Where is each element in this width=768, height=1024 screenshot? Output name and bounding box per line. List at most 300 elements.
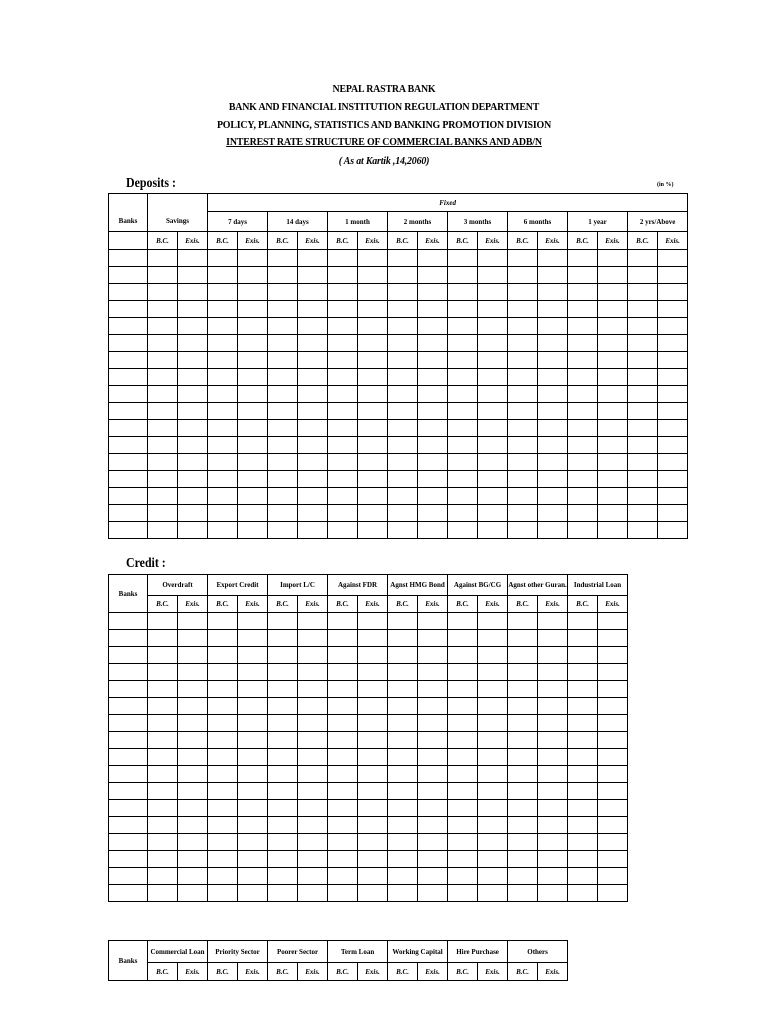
deposits-cell[interactable] [178,437,208,454]
deposits-cell[interactable] [538,488,568,505]
credit-cell[interactable] [268,749,298,766]
deposits-cell[interactable] [448,369,478,386]
deposits-cell[interactable] [328,488,358,505]
deposits-cell[interactable] [268,522,298,539]
credit-cell[interactable] [109,613,148,630]
credit-cell[interactable] [568,749,598,766]
credit-cell[interactable] [538,817,568,834]
credit-cell[interactable] [388,613,418,630]
deposits-cell[interactable] [508,437,538,454]
credit-cell[interactable] [268,647,298,664]
deposits-cell[interactable] [148,335,178,352]
deposits-cell[interactable] [478,403,508,420]
deposits-cell[interactable] [568,437,598,454]
deposits-cell[interactable] [538,522,568,539]
deposits-cell[interactable] [658,267,688,284]
credit-cell[interactable] [508,715,538,732]
deposits-cell[interactable] [178,386,208,403]
credit-cell[interactable] [328,681,358,698]
deposits-cell[interactable] [628,522,658,539]
deposits-cell[interactable] [268,267,298,284]
deposits-cell[interactable] [658,335,688,352]
deposits-cell[interactable] [238,437,268,454]
deposits-cell[interactable] [448,420,478,437]
deposits-cell[interactable] [148,403,178,420]
credit-cell[interactable] [238,613,268,630]
deposits-cell[interactable] [568,403,598,420]
credit-cell[interactable] [148,834,178,851]
deposits-cell[interactable] [508,488,538,505]
deposits-cell[interactable] [388,437,418,454]
credit-cell[interactable] [208,834,238,851]
credit-cell[interactable] [208,647,238,664]
deposits-cell[interactable] [598,352,628,369]
deposits-cell[interactable] [418,403,448,420]
credit-cell[interactable] [358,800,388,817]
deposits-cell[interactable] [109,352,148,369]
credit-cell[interactable] [448,783,478,800]
credit-cell[interactable] [109,647,148,664]
deposits-cell[interactable] [328,386,358,403]
credit-cell[interactable] [148,868,178,885]
credit-cell[interactable] [388,851,418,868]
deposits-cell[interactable] [178,335,208,352]
deposits-cell[interactable] [148,301,178,318]
credit-cell[interactable] [109,800,148,817]
deposits-cell[interactable] [598,335,628,352]
credit-cell[interactable] [208,766,238,783]
credit-cell[interactable] [178,817,208,834]
credit-cell[interactable] [448,885,478,902]
deposits-cell[interactable] [658,318,688,335]
deposits-cell[interactable] [178,522,208,539]
deposits-cell[interactable] [208,420,238,437]
credit-cell[interactable] [418,749,448,766]
credit-cell[interactable] [268,681,298,698]
deposits-cell[interactable] [208,250,238,267]
deposits-cell[interactable] [208,471,238,488]
deposits-cell[interactable] [109,335,148,352]
deposits-cell[interactable] [598,403,628,420]
credit-cell[interactable] [328,647,358,664]
credit-cell[interactable] [268,732,298,749]
credit-cell[interactable] [298,783,328,800]
deposits-cell[interactable] [268,437,298,454]
deposits-cell[interactable] [448,335,478,352]
deposits-cell[interactable] [568,420,598,437]
credit-cell[interactable] [538,885,568,902]
deposits-cell[interactable] [568,284,598,301]
credit-cell[interactable] [148,732,178,749]
credit-cell[interactable] [538,630,568,647]
credit-cell[interactable] [358,817,388,834]
deposits-cell[interactable] [148,318,178,335]
credit-cell[interactable] [178,885,208,902]
deposits-cell[interactable] [658,386,688,403]
deposits-cell[interactable] [448,386,478,403]
credit-cell[interactable] [448,749,478,766]
credit-cell[interactable] [418,800,448,817]
deposits-cell[interactable] [148,522,178,539]
deposits-cell[interactable] [358,352,388,369]
deposits-cell[interactable] [238,403,268,420]
deposits-cell[interactable] [148,369,178,386]
deposits-cell[interactable] [208,522,238,539]
deposits-cell[interactable] [448,267,478,284]
credit-cell[interactable] [538,698,568,715]
deposits-cell[interactable] [418,267,448,284]
deposits-cell[interactable] [448,403,478,420]
credit-cell[interactable] [148,851,178,868]
credit-cell[interactable] [268,715,298,732]
credit-cell[interactable] [568,885,598,902]
deposits-cell[interactable] [268,318,298,335]
deposits-cell[interactable] [388,454,418,471]
deposits-cell[interactable] [628,250,658,267]
credit-cell[interactable] [238,834,268,851]
credit-cell[interactable] [478,851,508,868]
deposits-cell[interactable] [598,301,628,318]
credit-cell[interactable] [268,834,298,851]
deposits-cell[interactable] [418,284,448,301]
deposits-cell[interactable] [328,301,358,318]
deposits-cell[interactable] [658,352,688,369]
deposits-cell[interactable] [418,250,448,267]
deposits-cell[interactable] [358,403,388,420]
deposits-cell[interactable] [508,301,538,318]
credit-cell[interactable] [478,698,508,715]
deposits-cell[interactable] [208,386,238,403]
credit-cell[interactable] [448,681,478,698]
deposits-cell[interactable] [658,488,688,505]
deposits-cell[interactable] [478,318,508,335]
deposits-cell[interactable] [178,403,208,420]
credit-cell[interactable] [238,783,268,800]
credit-cell[interactable] [358,630,388,647]
credit-cell[interactable] [208,698,238,715]
credit-cell[interactable] [328,800,358,817]
deposits-cell[interactable] [418,352,448,369]
credit-cell[interactable] [208,613,238,630]
deposits-cell[interactable] [208,369,238,386]
deposits-cell[interactable] [538,369,568,386]
deposits-cell[interactable] [538,505,568,522]
credit-cell[interactable] [418,885,448,902]
credit-cell[interactable] [568,698,598,715]
credit-cell[interactable] [418,630,448,647]
credit-cell[interactable] [328,766,358,783]
credit-cell[interactable] [568,732,598,749]
deposits-cell[interactable] [478,454,508,471]
credit-cell[interactable] [208,817,238,834]
credit-cell[interactable] [328,834,358,851]
deposits-cell[interactable] [148,420,178,437]
credit-cell[interactable] [298,766,328,783]
deposits-cell[interactable] [268,471,298,488]
deposits-cell[interactable] [238,488,268,505]
credit-cell[interactable] [598,834,628,851]
credit-cell[interactable] [538,749,568,766]
credit-cell[interactable] [418,766,448,783]
deposits-cell[interactable] [208,505,238,522]
deposits-cell[interactable] [328,437,358,454]
credit-cell[interactable] [238,885,268,902]
credit-cell[interactable] [478,834,508,851]
credit-cell[interactable] [268,613,298,630]
credit-cell[interactable] [508,749,538,766]
credit-cell[interactable] [298,732,328,749]
deposits-cell[interactable] [298,369,328,386]
deposits-cell[interactable] [388,471,418,488]
credit-cell[interactable] [568,834,598,851]
deposits-cell[interactable] [358,301,388,318]
deposits-cell[interactable] [208,284,238,301]
credit-cell[interactable] [238,681,268,698]
credit-cell[interactable] [148,698,178,715]
deposits-cell[interactable] [538,301,568,318]
credit-cell[interactable] [178,715,208,732]
deposits-cell[interactable] [148,471,178,488]
deposits-cell[interactable] [148,437,178,454]
credit-cell[interactable] [568,766,598,783]
deposits-cell[interactable] [538,284,568,301]
credit-cell[interactable] [418,664,448,681]
deposits-cell[interactable] [268,386,298,403]
credit-cell[interactable] [598,851,628,868]
deposits-cell[interactable] [109,420,148,437]
credit-cell[interactable] [148,647,178,664]
credit-cell[interactable] [178,851,208,868]
deposits-cell[interactable] [598,318,628,335]
credit-cell[interactable] [598,715,628,732]
deposits-cell[interactable] [148,488,178,505]
deposits-cell[interactable] [448,301,478,318]
deposits-cell[interactable] [448,505,478,522]
credit-cell[interactable] [109,749,148,766]
deposits-cell[interactable] [478,250,508,267]
deposits-cell[interactable] [238,301,268,318]
credit-cell[interactable] [508,613,538,630]
credit-cell[interactable] [358,868,388,885]
deposits-cell[interactable] [268,284,298,301]
credit-cell[interactable] [508,800,538,817]
credit-cell[interactable] [208,664,238,681]
credit-cell[interactable] [538,647,568,664]
deposits-cell[interactable] [628,505,658,522]
deposits-cell[interactable] [628,301,658,318]
deposits-cell[interactable] [568,318,598,335]
deposits-cell[interactable] [628,488,658,505]
credit-cell[interactable] [298,817,328,834]
credit-cell[interactable] [388,885,418,902]
credit-cell[interactable] [298,715,328,732]
credit-cell[interactable] [109,664,148,681]
deposits-cell[interactable] [109,403,148,420]
deposits-cell[interactable] [109,505,148,522]
credit-cell[interactable] [148,885,178,902]
credit-cell[interactable] [358,613,388,630]
deposits-cell[interactable] [598,471,628,488]
deposits-cell[interactable] [598,437,628,454]
deposits-cell[interactable] [628,284,658,301]
credit-cell[interactable] [568,800,598,817]
credit-cell[interactable] [268,885,298,902]
credit-cell[interactable] [478,613,508,630]
credit-cell[interactable] [109,630,148,647]
credit-cell[interactable] [448,715,478,732]
deposits-cell[interactable] [568,505,598,522]
credit-cell[interactable] [328,715,358,732]
credit-cell[interactable] [109,868,148,885]
credit-cell[interactable] [538,613,568,630]
deposits-cell[interactable] [598,284,628,301]
credit-cell[interactable] [418,613,448,630]
deposits-cell[interactable] [268,488,298,505]
credit-cell[interactable] [568,868,598,885]
credit-cell[interactable] [328,613,358,630]
credit-cell[interactable] [109,715,148,732]
deposits-cell[interactable] [178,454,208,471]
deposits-cell[interactable] [538,437,568,454]
credit-cell[interactable] [178,766,208,783]
deposits-cell[interactable] [208,318,238,335]
deposits-cell[interactable] [598,454,628,471]
deposits-cell[interactable] [328,352,358,369]
deposits-cell[interactable] [388,318,418,335]
deposits-cell[interactable] [478,369,508,386]
credit-cell[interactable] [568,613,598,630]
deposits-cell[interactable] [268,403,298,420]
deposits-cell[interactable] [358,488,388,505]
deposits-cell[interactable] [298,301,328,318]
credit-cell[interactable] [478,783,508,800]
deposits-cell[interactable] [109,369,148,386]
deposits-cell[interactable] [478,284,508,301]
deposits-cell[interactable] [568,471,598,488]
deposits-cell[interactable] [568,386,598,403]
credit-cell[interactable] [148,715,178,732]
deposits-cell[interactable] [208,437,238,454]
credit-cell[interactable] [358,834,388,851]
credit-cell[interactable] [208,681,238,698]
credit-cell[interactable] [418,783,448,800]
deposits-cell[interactable] [238,369,268,386]
deposits-cell[interactable] [178,250,208,267]
credit-cell[interactable] [478,630,508,647]
credit-cell[interactable] [268,698,298,715]
credit-cell[interactable] [388,783,418,800]
deposits-cell[interactable] [478,505,508,522]
deposits-cell[interactable] [508,369,538,386]
credit-cell[interactable] [328,783,358,800]
credit-cell[interactable] [448,647,478,664]
credit-cell[interactable] [148,783,178,800]
deposits-cell[interactable] [658,284,688,301]
credit-cell[interactable] [448,800,478,817]
credit-cell[interactable] [208,715,238,732]
deposits-cell[interactable] [628,335,658,352]
credit-cell[interactable] [298,885,328,902]
deposits-cell[interactable] [208,301,238,318]
credit-cell[interactable] [358,715,388,732]
credit-cell[interactable] [178,647,208,664]
credit-cell[interactable] [109,834,148,851]
deposits-cell[interactable] [178,420,208,437]
credit-cell[interactable] [598,732,628,749]
deposits-cell[interactable] [388,301,418,318]
deposits-cell[interactable] [628,437,658,454]
credit-cell[interactable] [568,664,598,681]
credit-cell[interactable] [298,800,328,817]
deposits-cell[interactable] [628,471,658,488]
deposits-cell[interactable] [628,420,658,437]
credit-cell[interactable] [508,783,538,800]
credit-cell[interactable] [478,681,508,698]
credit-cell[interactable] [538,800,568,817]
deposits-cell[interactable] [268,420,298,437]
deposits-cell[interactable] [358,335,388,352]
credit-cell[interactable] [358,732,388,749]
credit-cell[interactable] [388,698,418,715]
deposits-cell[interactable] [268,335,298,352]
credit-cell[interactable] [178,698,208,715]
credit-cell[interactable] [328,630,358,647]
credit-cell[interactable] [538,851,568,868]
deposits-cell[interactable] [598,369,628,386]
credit-cell[interactable] [178,630,208,647]
credit-cell[interactable] [568,681,598,698]
credit-cell[interactable] [418,834,448,851]
deposits-cell[interactable] [328,471,358,488]
credit-cell[interactable] [598,681,628,698]
credit-cell[interactable] [598,800,628,817]
deposits-cell[interactable] [238,522,268,539]
credit-cell[interactable] [418,732,448,749]
deposits-cell[interactable] [568,454,598,471]
credit-cell[interactable] [148,664,178,681]
credit-cell[interactable] [388,647,418,664]
deposits-cell[interactable] [568,335,598,352]
deposits-cell[interactable] [508,250,538,267]
credit-cell[interactable] [178,732,208,749]
deposits-cell[interactable] [448,284,478,301]
credit-cell[interactable] [448,868,478,885]
credit-cell[interactable] [109,766,148,783]
credit-cell[interactable] [208,885,238,902]
deposits-cell[interactable] [388,352,418,369]
deposits-cell[interactable] [358,420,388,437]
credit-cell[interactable] [148,749,178,766]
credit-cell[interactable] [448,664,478,681]
credit-cell[interactable] [508,732,538,749]
deposits-cell[interactable] [418,420,448,437]
credit-cell[interactable] [109,783,148,800]
deposits-cell[interactable] [538,352,568,369]
deposits-cell[interactable] [358,267,388,284]
credit-cell[interactable] [448,834,478,851]
deposits-cell[interactable] [109,488,148,505]
deposits-cell[interactable] [448,318,478,335]
credit-cell[interactable] [268,800,298,817]
deposits-cell[interactable] [178,369,208,386]
deposits-cell[interactable] [358,505,388,522]
credit-cell[interactable] [238,817,268,834]
deposits-cell[interactable] [628,318,658,335]
deposits-cell[interactable] [109,301,148,318]
credit-cell[interactable] [388,715,418,732]
deposits-cell[interactable] [238,352,268,369]
credit-cell[interactable] [448,613,478,630]
